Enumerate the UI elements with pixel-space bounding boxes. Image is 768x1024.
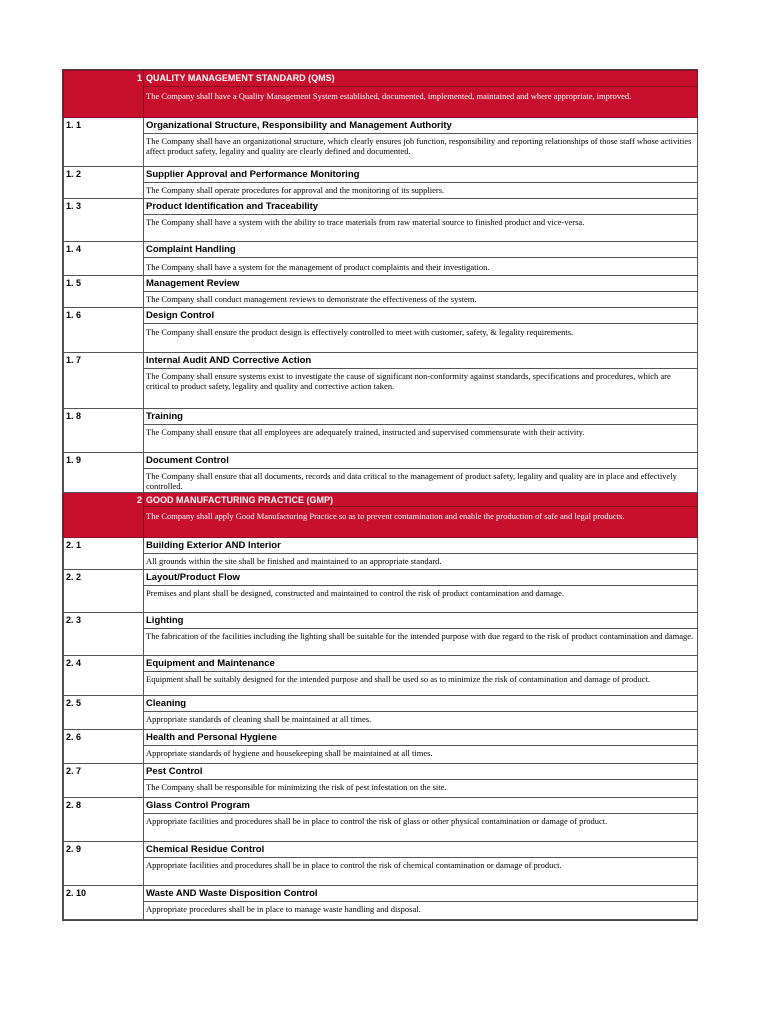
item-number: 2. 5 xyxy=(64,696,144,730)
item-desc-row xyxy=(64,134,698,167)
item-title-row xyxy=(64,886,698,902)
section-header-row xyxy=(64,71,698,87)
item-title: Complaint Handling xyxy=(144,242,698,258)
item-desc-row xyxy=(64,746,698,764)
section-number: 2 xyxy=(64,493,144,538)
item-description: The Company shall ensure the product design is effectively controlled to meet with customer, safety, & legality requirements. xyxy=(144,324,698,353)
item-desc-row xyxy=(64,712,698,730)
item-number: 1. 5 xyxy=(64,276,144,308)
item-number: 2. 4 xyxy=(64,656,144,696)
item-title: Health and Personal Hygiene xyxy=(144,730,698,746)
item-title: Glass Control Program xyxy=(144,798,698,814)
section-description: The Company shall have a Quality Management System established, documented, implemented, maintained and where appropriate, improved. xyxy=(144,87,698,118)
section-title: QUALITY MANAGEMENT STANDARD (QMS) xyxy=(144,71,698,87)
item-number: 1. 8 xyxy=(64,409,144,453)
item-title: Document Control xyxy=(144,453,698,469)
item-number: 1. 9 xyxy=(64,453,144,493)
item-description: The Company shall conduct management reviews to demonstrate the effectiveness of the system. xyxy=(144,292,698,308)
item-number: 1. 7 xyxy=(64,353,144,409)
item-description: All grounds within the site shall be finished and maintained to an appropriate standard. xyxy=(144,554,698,570)
item-description: The Company shall ensure that all documents, records and data critical to the management of product safety, legality and quality are in place and effectively controlled. xyxy=(144,469,698,493)
item-number: 2. 10 xyxy=(64,886,144,920)
item-title-row xyxy=(64,118,698,134)
item-title: Chemical Residue Control xyxy=(144,842,698,858)
item-title: Equipment and Maintenance xyxy=(144,656,698,672)
item-title: Building Exterior AND Interior xyxy=(144,538,698,554)
item-title: Training xyxy=(144,409,698,425)
item-title: Organizational Structure, Responsibility and Management Authority xyxy=(144,118,698,134)
section-description: The Company shall apply Good Manufacturing Practice so as to prevent contamination and enable the production of safe and legal products. xyxy=(144,507,698,538)
standards-table-wrapper xyxy=(62,69,698,921)
item-desc-row xyxy=(64,629,698,656)
item-description: Premises and plant shall be designed, constructed and maintained to control the risk of product contamination and damage. xyxy=(144,586,698,613)
item-title-row xyxy=(64,842,698,858)
item-title-row xyxy=(64,199,698,215)
item-number: 2. 3 xyxy=(64,613,144,656)
item-title: Design Control xyxy=(144,308,698,324)
section-number: 1 xyxy=(64,71,144,118)
item-number: 1. 1 xyxy=(64,118,144,167)
item-description: The Company shall ensure systems exist to investigate the cause of significant non-conformity against standards, specifications and procedures, which are critical to product safety, legality and quality and corrective action taken. xyxy=(144,369,698,409)
item-desc-row xyxy=(64,324,698,353)
item-desc-row xyxy=(64,183,698,199)
section-desc-row xyxy=(64,507,698,538)
item-number: 2. 9 xyxy=(64,842,144,886)
item-desc-row xyxy=(64,469,698,493)
item-description: The Company shall have a system for the management of product complaints and their investigation. xyxy=(144,258,698,276)
item-description: Appropriate standards of hygiene and housekeeping shall be maintained at all times. xyxy=(144,746,698,764)
item-title: Waste AND Waste Disposition Control xyxy=(144,886,698,902)
item-title-row xyxy=(64,613,698,629)
item-description: Appropriate procedures shall be in place to manage waste handling and disposal. xyxy=(144,902,698,920)
item-number: 2. 8 xyxy=(64,798,144,842)
item-description: The Company shall ensure that all employees are adequately trained, instructed and supervised commensurate with their activity. xyxy=(144,425,698,453)
item-number: 1. 4 xyxy=(64,242,144,276)
item-desc-row xyxy=(64,425,698,453)
item-title-row xyxy=(64,453,698,469)
item-title-row xyxy=(64,276,698,292)
item-title: Cleaning xyxy=(144,696,698,712)
item-number: 1. 2 xyxy=(64,167,144,199)
item-title-row xyxy=(64,409,698,425)
item-number: 2. 7 xyxy=(64,764,144,798)
item-description: The Company shall be responsible for minimizing the risk of pest infestation on the site. xyxy=(144,780,698,798)
item-title-row xyxy=(64,764,698,780)
item-number: 2. 6 xyxy=(64,730,144,764)
item-desc-row xyxy=(64,586,698,613)
item-title: Supplier Approval and Performance Monitoring xyxy=(144,167,698,183)
item-title-row xyxy=(64,696,698,712)
item-title: Lighting xyxy=(144,613,698,629)
item-desc-row xyxy=(64,554,698,570)
item-desc-row xyxy=(64,780,698,798)
item-description: The Company shall operate procedures for approval and the monitoring of its suppliers. xyxy=(144,183,698,199)
item-title-row xyxy=(64,656,698,672)
item-description: The Company shall have a system with the ability to trace materials from raw material source to finished product and vice-versa. xyxy=(144,215,698,242)
item-desc-row xyxy=(64,672,698,696)
item-desc-row xyxy=(64,215,698,242)
item-title-row xyxy=(64,798,698,814)
item-title: Layout/Product Flow xyxy=(144,570,698,586)
item-title-row xyxy=(64,353,698,369)
item-description: The fabrication of the facilities including the lighting shall be suitable for the intended purpose with due regard to the risk of product contamination and damage. xyxy=(144,629,698,656)
section-header-row xyxy=(64,493,698,507)
item-description: Appropriate facilities and procedures shall be in place to control the risk of glass or other physical contamination or damage of product. xyxy=(144,814,698,842)
item-desc-row xyxy=(64,902,698,920)
item-desc-row xyxy=(64,292,698,308)
item-desc-row xyxy=(64,858,698,886)
item-title-row xyxy=(64,308,698,324)
item-description: Appropriate standards of cleaning shall be maintained at all times. xyxy=(144,712,698,730)
item-title-row xyxy=(64,242,698,258)
item-title: Management Review xyxy=(144,276,698,292)
item-desc-row xyxy=(64,369,698,409)
item-description: The Company shall have an organizational structure, which clearly ensures job function, responsibility and reporting relationships of those staff whose activities affect product safety, legality and quality are clearly defined and documented. xyxy=(144,134,698,167)
section-desc-row xyxy=(64,87,698,118)
item-number: 1. 3 xyxy=(64,199,144,242)
item-desc-row xyxy=(64,814,698,842)
item-number: 1. 6 xyxy=(64,308,144,353)
item-description: Equipment shall be suitably designed for the intended purpose and shall be used so as to minimize the risk of contamination and damage of product. xyxy=(144,672,698,696)
item-title-row xyxy=(64,167,698,183)
item-title-row xyxy=(64,570,698,586)
section-title: GOOD MANUFACTURING PRACTICE (GMP) xyxy=(144,493,698,507)
item-title: Product Identification and Traceability xyxy=(144,199,698,215)
item-description: Appropriate facilities and procedures shall be in place to control the risk of chemical contamination or damage of product. xyxy=(144,858,698,886)
item-title-row xyxy=(64,730,698,746)
item-title: Internal Audit AND Corrective Action xyxy=(144,353,698,369)
item-number: 2. 2 xyxy=(64,570,144,613)
item-number: 2. 1 xyxy=(64,538,144,570)
item-title-row xyxy=(64,538,698,554)
standards-table xyxy=(63,70,698,920)
item-desc-row xyxy=(64,258,698,276)
item-title: Pest Control xyxy=(144,764,698,780)
